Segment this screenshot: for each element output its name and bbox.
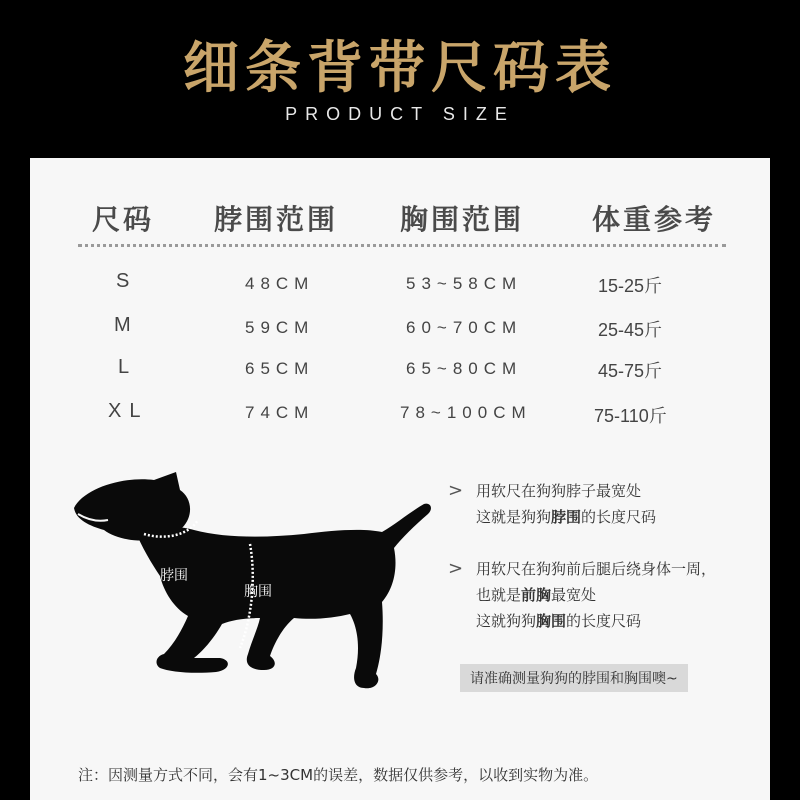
chest-instruction-line bbox=[476, 582, 716, 608]
neck-instruction-line: 用软尺在狗狗脖子最宽处 bbox=[476, 482, 642, 500]
size-cell: XL bbox=[108, 400, 149, 422]
chest-instruction-bold: 胸围 bbox=[536, 612, 567, 630]
chest-instructions bbox=[476, 556, 716, 634]
page-subtitle: PRODUCT SIZE bbox=[285, 104, 515, 124]
neck-cell: 59CM bbox=[245, 318, 315, 337]
header-divider bbox=[78, 244, 726, 247]
chest-label: 胸围 bbox=[244, 584, 272, 600]
column-header-weight: 体重参考 bbox=[592, 203, 717, 236]
chest-cell: 65~80CM bbox=[406, 359, 523, 378]
chest-cell: 60~70CM bbox=[406, 318, 523, 337]
weight-cell: 15-25斤 bbox=[598, 276, 663, 296]
neck-instruction-text: 的长度尺码 bbox=[581, 508, 657, 526]
chest-instruction-line bbox=[476, 608, 716, 634]
column-header-size: 尺码 bbox=[92, 203, 155, 236]
neck-instructions bbox=[476, 478, 656, 530]
column-header-chest: 胸围范围 bbox=[400, 203, 525, 236]
neck-instruction-text: 这就是狗狗 bbox=[476, 508, 552, 526]
footer-disclaimer: 注：因测量方式不同，会有1~3CM的误差，数据仅供参考，以收到实物为准。 bbox=[78, 766, 599, 784]
weight-cell: 25-45斤 bbox=[598, 320, 663, 340]
neck-label: 脖围 bbox=[160, 568, 188, 584]
size-chart-panel bbox=[30, 158, 770, 800]
size-cell: S bbox=[116, 270, 138, 292]
chest-instruction-text: 最宽处 bbox=[551, 586, 597, 604]
chest-cell: 53~58CM bbox=[406, 274, 523, 293]
measure-tip-banner: 请准确测量狗狗的脖围和胸围噢~ bbox=[460, 664, 688, 692]
neck-instruction-bold: 脖围 bbox=[551, 508, 582, 526]
weight-cell: 75-110斤 bbox=[594, 406, 667, 426]
chest-instruction-line: 用软尺在狗狗前后腿后绕身体一周， bbox=[476, 560, 717, 578]
size-cell: M bbox=[114, 314, 139, 336]
neck-cell: 65CM bbox=[245, 359, 315, 378]
neck-cell: 74CM bbox=[245, 403, 315, 422]
page-title: 细条背带尺码表 bbox=[183, 36, 617, 101]
chest-instruction-bold: 前胸 bbox=[521, 586, 552, 604]
chest-instruction-text: 也就是 bbox=[476, 586, 522, 604]
arrow-icon: > bbox=[448, 558, 464, 579]
chest-cell: 78~100CM bbox=[400, 403, 532, 422]
neck-instruction-line bbox=[476, 504, 656, 530]
chest-instruction-text: 这就狗狗 bbox=[476, 612, 537, 630]
neck-cell: 48CM bbox=[245, 274, 315, 293]
header bbox=[0, 0, 800, 160]
weight-cell: 45-75斤 bbox=[598, 361, 663, 381]
dog-silhouette-illustration bbox=[64, 468, 434, 708]
size-cell: L bbox=[118, 356, 138, 378]
column-header-neck: 脖围范围 bbox=[214, 203, 339, 236]
arrow-icon: > bbox=[448, 480, 464, 501]
chest-instruction-text: 的长度尺码 bbox=[566, 612, 642, 630]
